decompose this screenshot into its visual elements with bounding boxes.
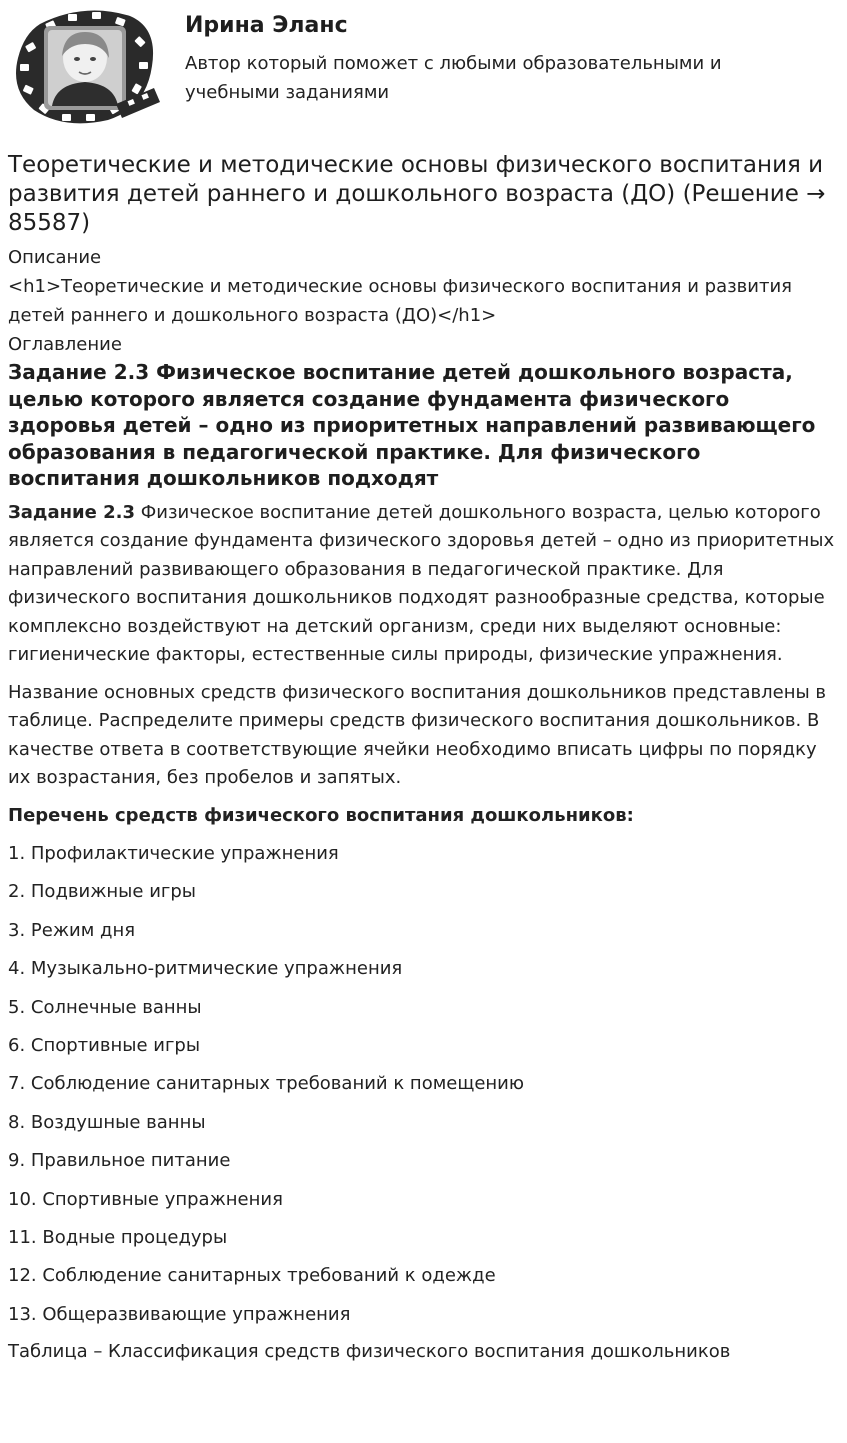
- list-item: 11. Водные процедуры: [8, 1226, 228, 1248]
- task-body: Физическое воспитание детей дошкольного возраста, целью которого является создание фундамента физического здоровья детей – одно из приоритетных направлений развивающего образования в педагогической практике. Для физического воспитания дошкольников подходят разнообразные средства, которые комплексно воздействуют на детский организм, среди них выделяют основные: гигиенические факторы, естественные силы природы, физические упражнения.: [8, 501, 835, 665]
- description-label: Описание: [8, 247, 102, 268]
- task-paragraph: [8, 499, 839, 670]
- task-lead: Задание 2.3: [8, 501, 136, 523]
- list-item: 6. Спортивные игры: [8, 1034, 201, 1056]
- list-item: 5. Солнечные ванны: [8, 996, 202, 1018]
- list-title: Перечень средств физического воспитания дошкольников:: [8, 804, 634, 826]
- list-item: 7. Соблюдение санитарных требований к помещению: [8, 1073, 525, 1095]
- list-item: 2. Подвижные игры: [8, 881, 196, 903]
- task-heading: Задание 2.3 Физическое воспитание детей дошкольного возраста, целью которого является создание фундамента физического здоровья детей – одно из приоритетных направлений развивающего образования в педагогической практике. Для физического воспитания дошкольников подходят: [8, 360, 816, 490]
- description-text: <h1>Теоретические и методические основы физического воспитания и развития детей раннего и дошкольного возраста (ДО)</h1>: [8, 276, 793, 326]
- methods-list: [8, 840, 839, 1329]
- list-item: 12. Соблюдение санитарных требований к одежде: [8, 1265, 496, 1287]
- author-name[interactable]: Ирина Эланс: [185, 13, 348, 38]
- list-item: 3. Режим дня: [8, 919, 136, 941]
- document-title: Теоретические и методические основы физического воспитания и развития детей раннего и дошкольного возраста (ДО) (Решение → 85587): [8, 152, 826, 236]
- table-caption: Таблица – Классификация средств физического воспитания дошкольников: [8, 1341, 731, 1363]
- author-photo-film-frame: [12, 6, 162, 128]
- list-item: 1. Профилактические упражнения: [8, 843, 339, 864]
- author-card: [8, 0, 839, 142]
- list-item: 10. Спортивные упражнения: [8, 1188, 283, 1210]
- author-description: Автор который поможет с любыми образовательными и учебными заданиями: [185, 53, 722, 103]
- instruction-paragraph: Название основных средств физического воспитания дошкольников представлены в таблице. Распределите примеры средств физического воспитания дошкольников. В качестве ответа в соответствующие ячейки необходимо вписать цифры по порядку их возрастания, без пробелов и запятых.: [8, 681, 827, 788]
- toc-label: Оглавление: [8, 334, 122, 355]
- list-item: 4. Музыкально-ритмические упражнения: [8, 958, 403, 980]
- list-item: 9. Правильное питание: [8, 1150, 231, 1172]
- list-item: 8. Воздушные ванны: [8, 1111, 206, 1133]
- list-item: 13. Общеразвивающие упражнения: [8, 1303, 351, 1325]
